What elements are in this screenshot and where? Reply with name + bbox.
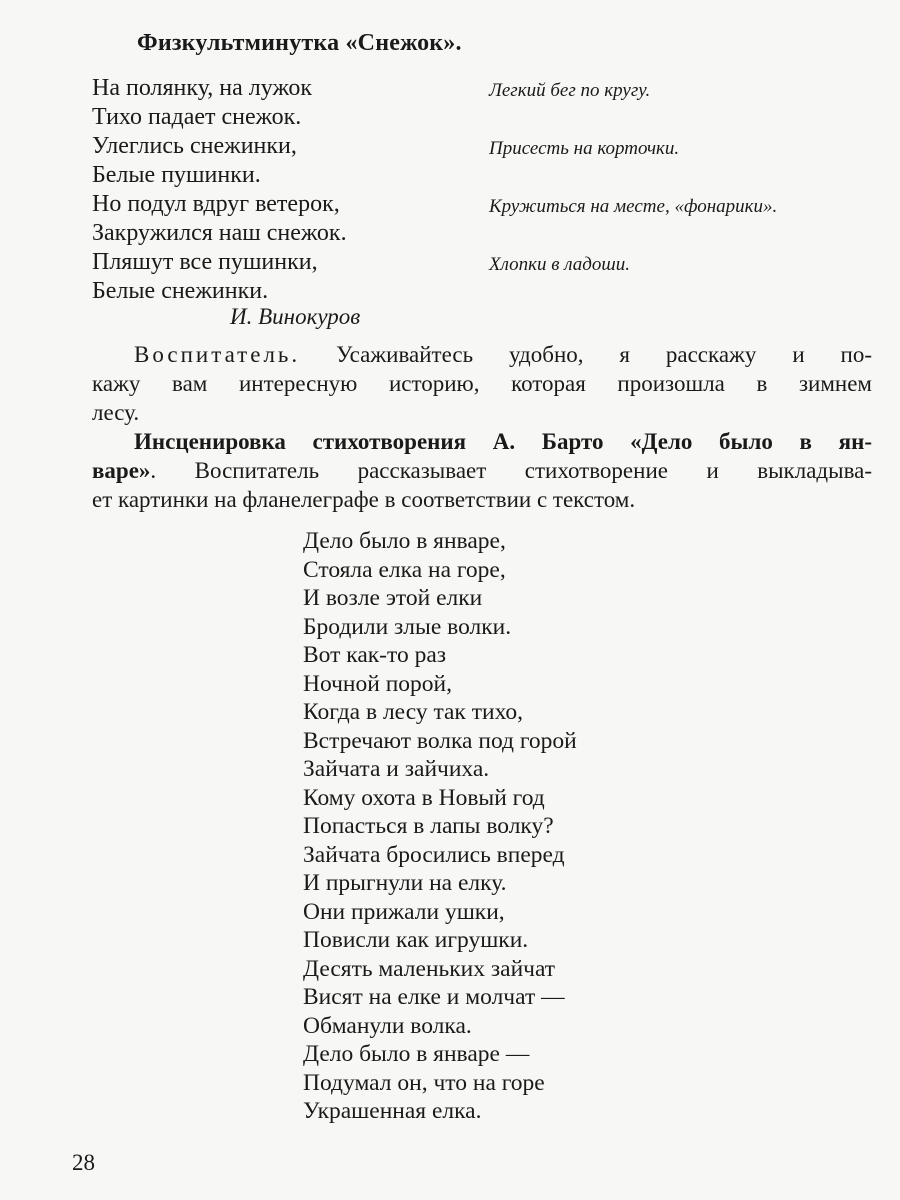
paragraph-heading-end: варе»	[92, 458, 151, 483]
paragraph-line	[92, 456, 872, 485]
poem-line: И возле этой елки	[303, 585, 483, 611]
paragraph-inscenirovka	[92, 427, 872, 514]
poem-line: Десять маленьких зайчат	[303, 955, 556, 982]
poem-line: Висят на елке и молчат —	[303, 984, 565, 1010]
poem-line: Вот как-то раз	[303, 642, 447, 668]
paragraph-line: лесу.	[92, 400, 140, 425]
poem-line: Зайчата и зайчиха.	[303, 756, 490, 782]
paragraph-line: кажу вам интересную историю, которая произошла в зимнем	[92, 371, 872, 396]
poem-line: И прыгнули на елку.	[303, 870, 507, 896]
poem-line-with-note	[92, 103, 892, 132]
poem-snezhok	[92, 74, 892, 306]
poem-line: Ночной порой,	[303, 670, 452, 697]
poem-line-with-note	[92, 219, 892, 248]
poem-line-with-note	[92, 248, 892, 277]
poem-line: Белые пушинки.	[92, 162, 261, 188]
section-heading-fizkultminutka: Физкультминутка «Снежок».	[137, 30, 462, 56]
poem-line: Повисли как игрушки.	[303, 927, 529, 953]
poem-line: Украшенная елка.	[303, 1098, 482, 1124]
poem-line: Но подул вдруг ветерок,	[92, 191, 340, 217]
poem-line: Белые снежинки.	[92, 278, 269, 304]
poem-line-with-note	[92, 74, 892, 103]
exercise-note: Хлопки в ладоши.	[489, 254, 630, 275]
exercise-note: Кружиться на месте, «фонарики».	[489, 196, 778, 217]
poem-author: И. Винокуров	[230, 304, 361, 329]
poem-line: Когда в лесу так тихо,	[303, 699, 524, 725]
poem-line-with-note	[92, 277, 892, 306]
speaker-label: Воспитатель.	[134, 342, 301, 367]
paragraph-vospitatel	[92, 340, 872, 427]
poem-line: Зайчата бросились вперед	[303, 841, 565, 868]
poem-line: Обманули волка.	[303, 1012, 472, 1039]
paragraph-text: Усаживайтесь удобно, я расскажу и по-	[300, 342, 872, 367]
poem-line: Дело было в январе —	[303, 1041, 530, 1067]
poem-line: Встречают волка под горой	[303, 727, 577, 754]
paragraph-text: . Воспитатель рассказывает стихотворение и выкладыва-	[150, 458, 872, 483]
poem-line-with-note	[92, 132, 892, 161]
poem-line: Дело было в январе,	[303, 528, 506, 554]
poem-line: Попасться в лапы волку?	[303, 813, 554, 839]
paragraph-line	[92, 340, 872, 369]
exercise-note: Легкий бег по кругу.	[489, 80, 651, 101]
poem-line: Подумал он, что на горе	[303, 1069, 545, 1096]
page-number: 28	[72, 1150, 95, 1175]
poem-line: Улеглись снежинки,	[92, 133, 297, 159]
poem-line: Закружился наш снежок.	[92, 220, 347, 246]
poem-line: Пляшут все пушинки,	[92, 249, 318, 275]
poem-line: Бродили злые волки.	[303, 613, 512, 640]
exercise-note: Присесть на корточки.	[489, 138, 680, 159]
poem-line: На полянку, на лужок	[92, 75, 313, 101]
poem-line-with-note	[92, 161, 892, 190]
poem-line-with-note	[92, 190, 892, 219]
poem-delo-bylo-v-yanvare	[303, 527, 577, 1126]
poem-line: Они прижали ушки,	[303, 898, 505, 925]
poem-line: Тихо падает снежок.	[92, 104, 302, 130]
poem-line: Стояла елка на горе,	[303, 556, 506, 583]
poem-line: Кому охота в Новый год	[303, 784, 545, 811]
paragraph-heading-line: Инсценировка стихотворения А. Барто «Дело было в ян-	[134, 429, 872, 454]
paragraph-line: ет картинки на фланелеграфе в соответствии с текстом.	[92, 487, 636, 512]
